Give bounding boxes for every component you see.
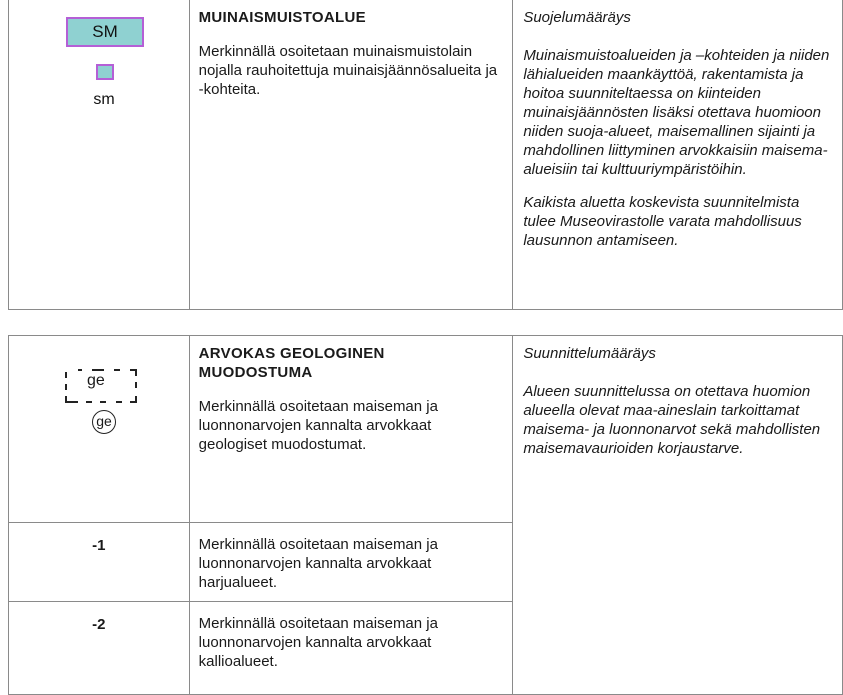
rule-title: Suojelumääräys (523, 9, 631, 26)
section-title: ARVOKAS GEOLOGINEN MUODOSTUMA (198, 345, 385, 381)
symbol-cell (9, 336, 190, 523)
geological-area-label: ge (87, 372, 105, 389)
rule-text: Kaikista aluetta koskevista suunnitelmista tulee Museovirastolle varata mahdollisuus lausunnon antamiseen. (523, 194, 802, 249)
legend-table-sm (8, 0, 843, 310)
rule-title: Suunnittelumääräys (523, 345, 656, 362)
geological-point-symbol: ge (92, 410, 116, 434)
rule-text: Alueen suunnittelussa on otettava huomion alueella olevat maa-aineslain tarkoittamat maisema- ja luonnonarvot sekä mahdollisten maisemavaurioiden korjaustarve. (523, 383, 821, 457)
rule-cell (513, 0, 843, 310)
section-description: Merkinnällä osoitetaan maiseman ja luonnonarvojen kannalta arvokkaat geologiset muodostumat. (198, 398, 438, 453)
table-row (9, 336, 843, 523)
rule-text: Muinaismuistoalueiden ja –kohteiden ja niiden lähialueiden maankäyttöä, rakentamista ja hoitoa suunniteltaessa on kiinteiden muinaisjäännösten lisäksi otettava huomioon niiden suoja-alueet, maisemallinen sijainti ja mahdollinen liittyminen arvokkaisiin maisema-alueisiin tai kulttuuriympäristöihin. (523, 47, 830, 178)
description-cell (189, 0, 513, 310)
legend-table-ge (8, 335, 843, 695)
sm-point-symbol (96, 64, 114, 80)
table-row (9, 0, 843, 310)
description-cell (189, 336, 513, 523)
section-description: Merkinnällä osoitetaan muinaismuistolain nojalla rauhoitettuja muinaisjäännösalueita ja -kohteita. (198, 43, 498, 98)
rule-cell (513, 336, 843, 695)
section-title: MUINAISMUISTOALUE (198, 9, 366, 26)
sub-code-cell: -1 (9, 523, 190, 602)
sm-area-symbol: SM (66, 17, 144, 47)
sub-description-cell: Merkinnällä osoitetaan maiseman ja luonnonarvojen kannalta arvokkaat harjualueet. (189, 523, 513, 602)
sub-code-cell: -2 (9, 602, 190, 695)
sm-point-label: sm (93, 91, 115, 108)
symbol-cell (9, 0, 190, 310)
sub-description-cell: Merkinnällä osoitetaan maiseman ja luonnonarvojen kannalta arvokkaat kallioalueet. (189, 602, 513, 695)
